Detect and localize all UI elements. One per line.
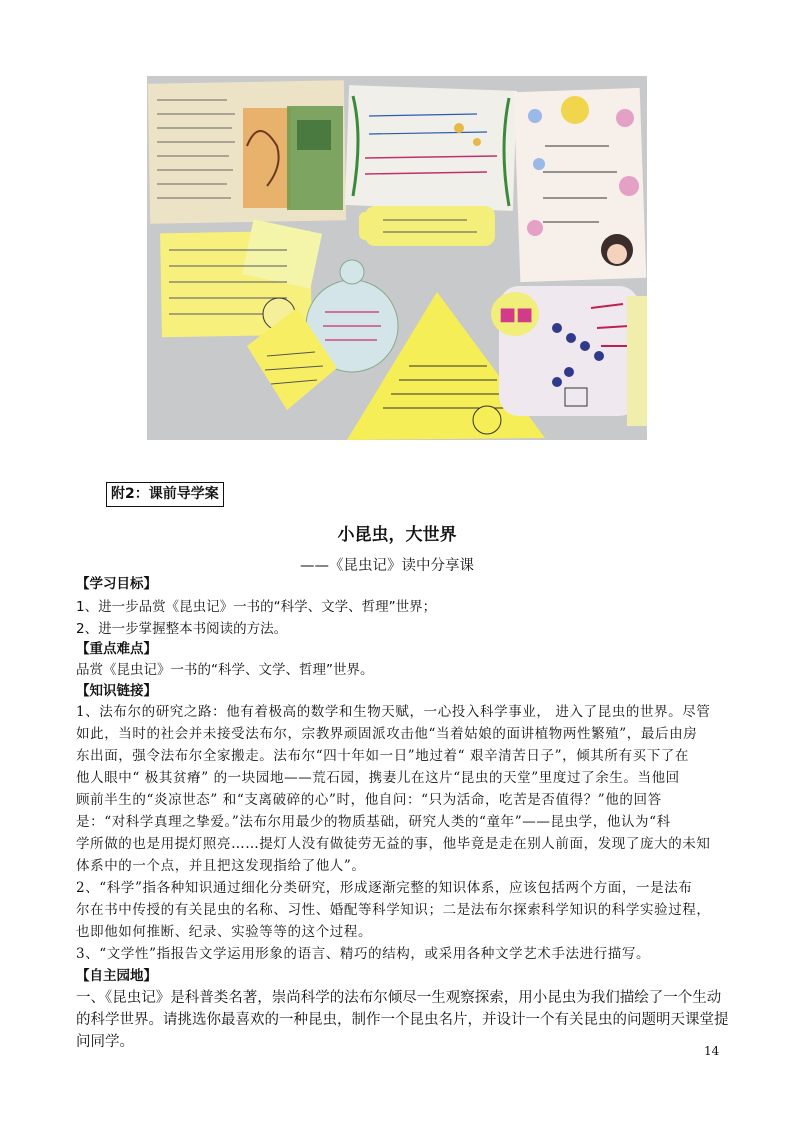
card-1 [148, 80, 346, 223]
link-line: 2、“科学”指各种知识通过细化分类研究，形成逐渐完整的知识体系，应该包括两个方面，一是法布 [76, 880, 693, 896]
goals-heading: 【学习目标】 [76, 576, 157, 592]
garden-heading: 【自主园地】 [76, 968, 157, 984]
garden-line: 一、《昆虫记》是科普类名著，崇尚科学的法布尔倾尽一生观察探索，用小昆虫为我们描绘了一个生动 [76, 990, 722, 1006]
link-line: 东出面，强令法布尔全家搬走。法布尔“四十年如一日”地过着“ 艰辛清苦日子”，倾其所有买下了在 [76, 748, 689, 764]
link-line: 1、法布尔的研究之路：他有着极高的数学和生物天赋，一心投入科学事业， 进入了昆虫的世界。尽管 [76, 704, 711, 720]
lesson-title: 小昆虫，大世界 [337, 525, 457, 545]
link-line: 3、“文学性”指报告文学运用形象的语言、精巧的结构，或采用各种文学艺术手法进行描写。 [76, 946, 651, 962]
focus-heading: 【重点难点】 [76, 641, 157, 657]
appendix-label: 附2：课前导学案 [106, 482, 224, 507]
svg-text:■■: ■■ [499, 304, 534, 325]
card-2 [345, 85, 517, 211]
link-line: 体系中的一个点，并且把这发现指给了他人”。 [76, 858, 366, 874]
focus-text: 品赏《昆虫记》一书的“科学、文学、哲理”世界。 [76, 662, 374, 678]
link-line: 学所做的也是用提灯照亮……提灯人没有做徒劳无益的事，他毕竟是走在别人前面，发现了庞大的未知 [76, 836, 711, 852]
garden-line: 的科学世界。请挑选你最喜欢的一种昆虫，制作一个昆虫名片，并设计一个有关昆虫的问题明天课堂提 [76, 1012, 729, 1028]
photo-illustration [147, 76, 647, 440]
goal-item: 1、进一步品赏《昆虫记》一书的“科学、文学、哲理”世界； [76, 599, 437, 615]
card-3 [514, 88, 647, 282]
card-9 [491, 286, 647, 426]
link-line: 也即他如何推断、纪录、实验等等的这个过程。 [76, 924, 373, 940]
goal-item: 2、进一步掌握整本书阅读的方法。 [76, 621, 288, 637]
garden-line: 问同学。 [76, 1034, 134, 1050]
page-number: 14 [704, 1044, 720, 1058]
lesson-subtitle: ——《昆虫记》读中分享课 [300, 558, 474, 574]
link-heading: 【知识链接】 [76, 683, 157, 699]
link-line: 是：“对科学真理之挚爱。”法布尔用最少的物质基础，研究人类的“童年”——昆虫学，他认为“科 [76, 814, 671, 830]
link-line: 他人眼中“ 极其贫瘠” 的一块园地——荒石园，携妻儿在这片“昆虫的天堂”里度过了余生。当他回 [76, 770, 680, 786]
insect-card-photo [147, 76, 647, 440]
link-line: 尔在书中传授的有关昆虫的名称、习性、婚配等科学知识；二是法布尔探索科学知识的科学实验过程， [76, 902, 711, 918]
link-line: 顾前半生的“炎凉世态” 和“支离破碎的心”时，他自问：“只为活命，吃苦是否值得？”他的回答 [76, 792, 662, 808]
link-line: 如此，当时的社会并未接受法布尔，宗教界顽固派攻击他“当着姑娘的面讲植物两性繁殖”，最后由房 [76, 726, 698, 742]
card-4 [359, 206, 495, 246]
